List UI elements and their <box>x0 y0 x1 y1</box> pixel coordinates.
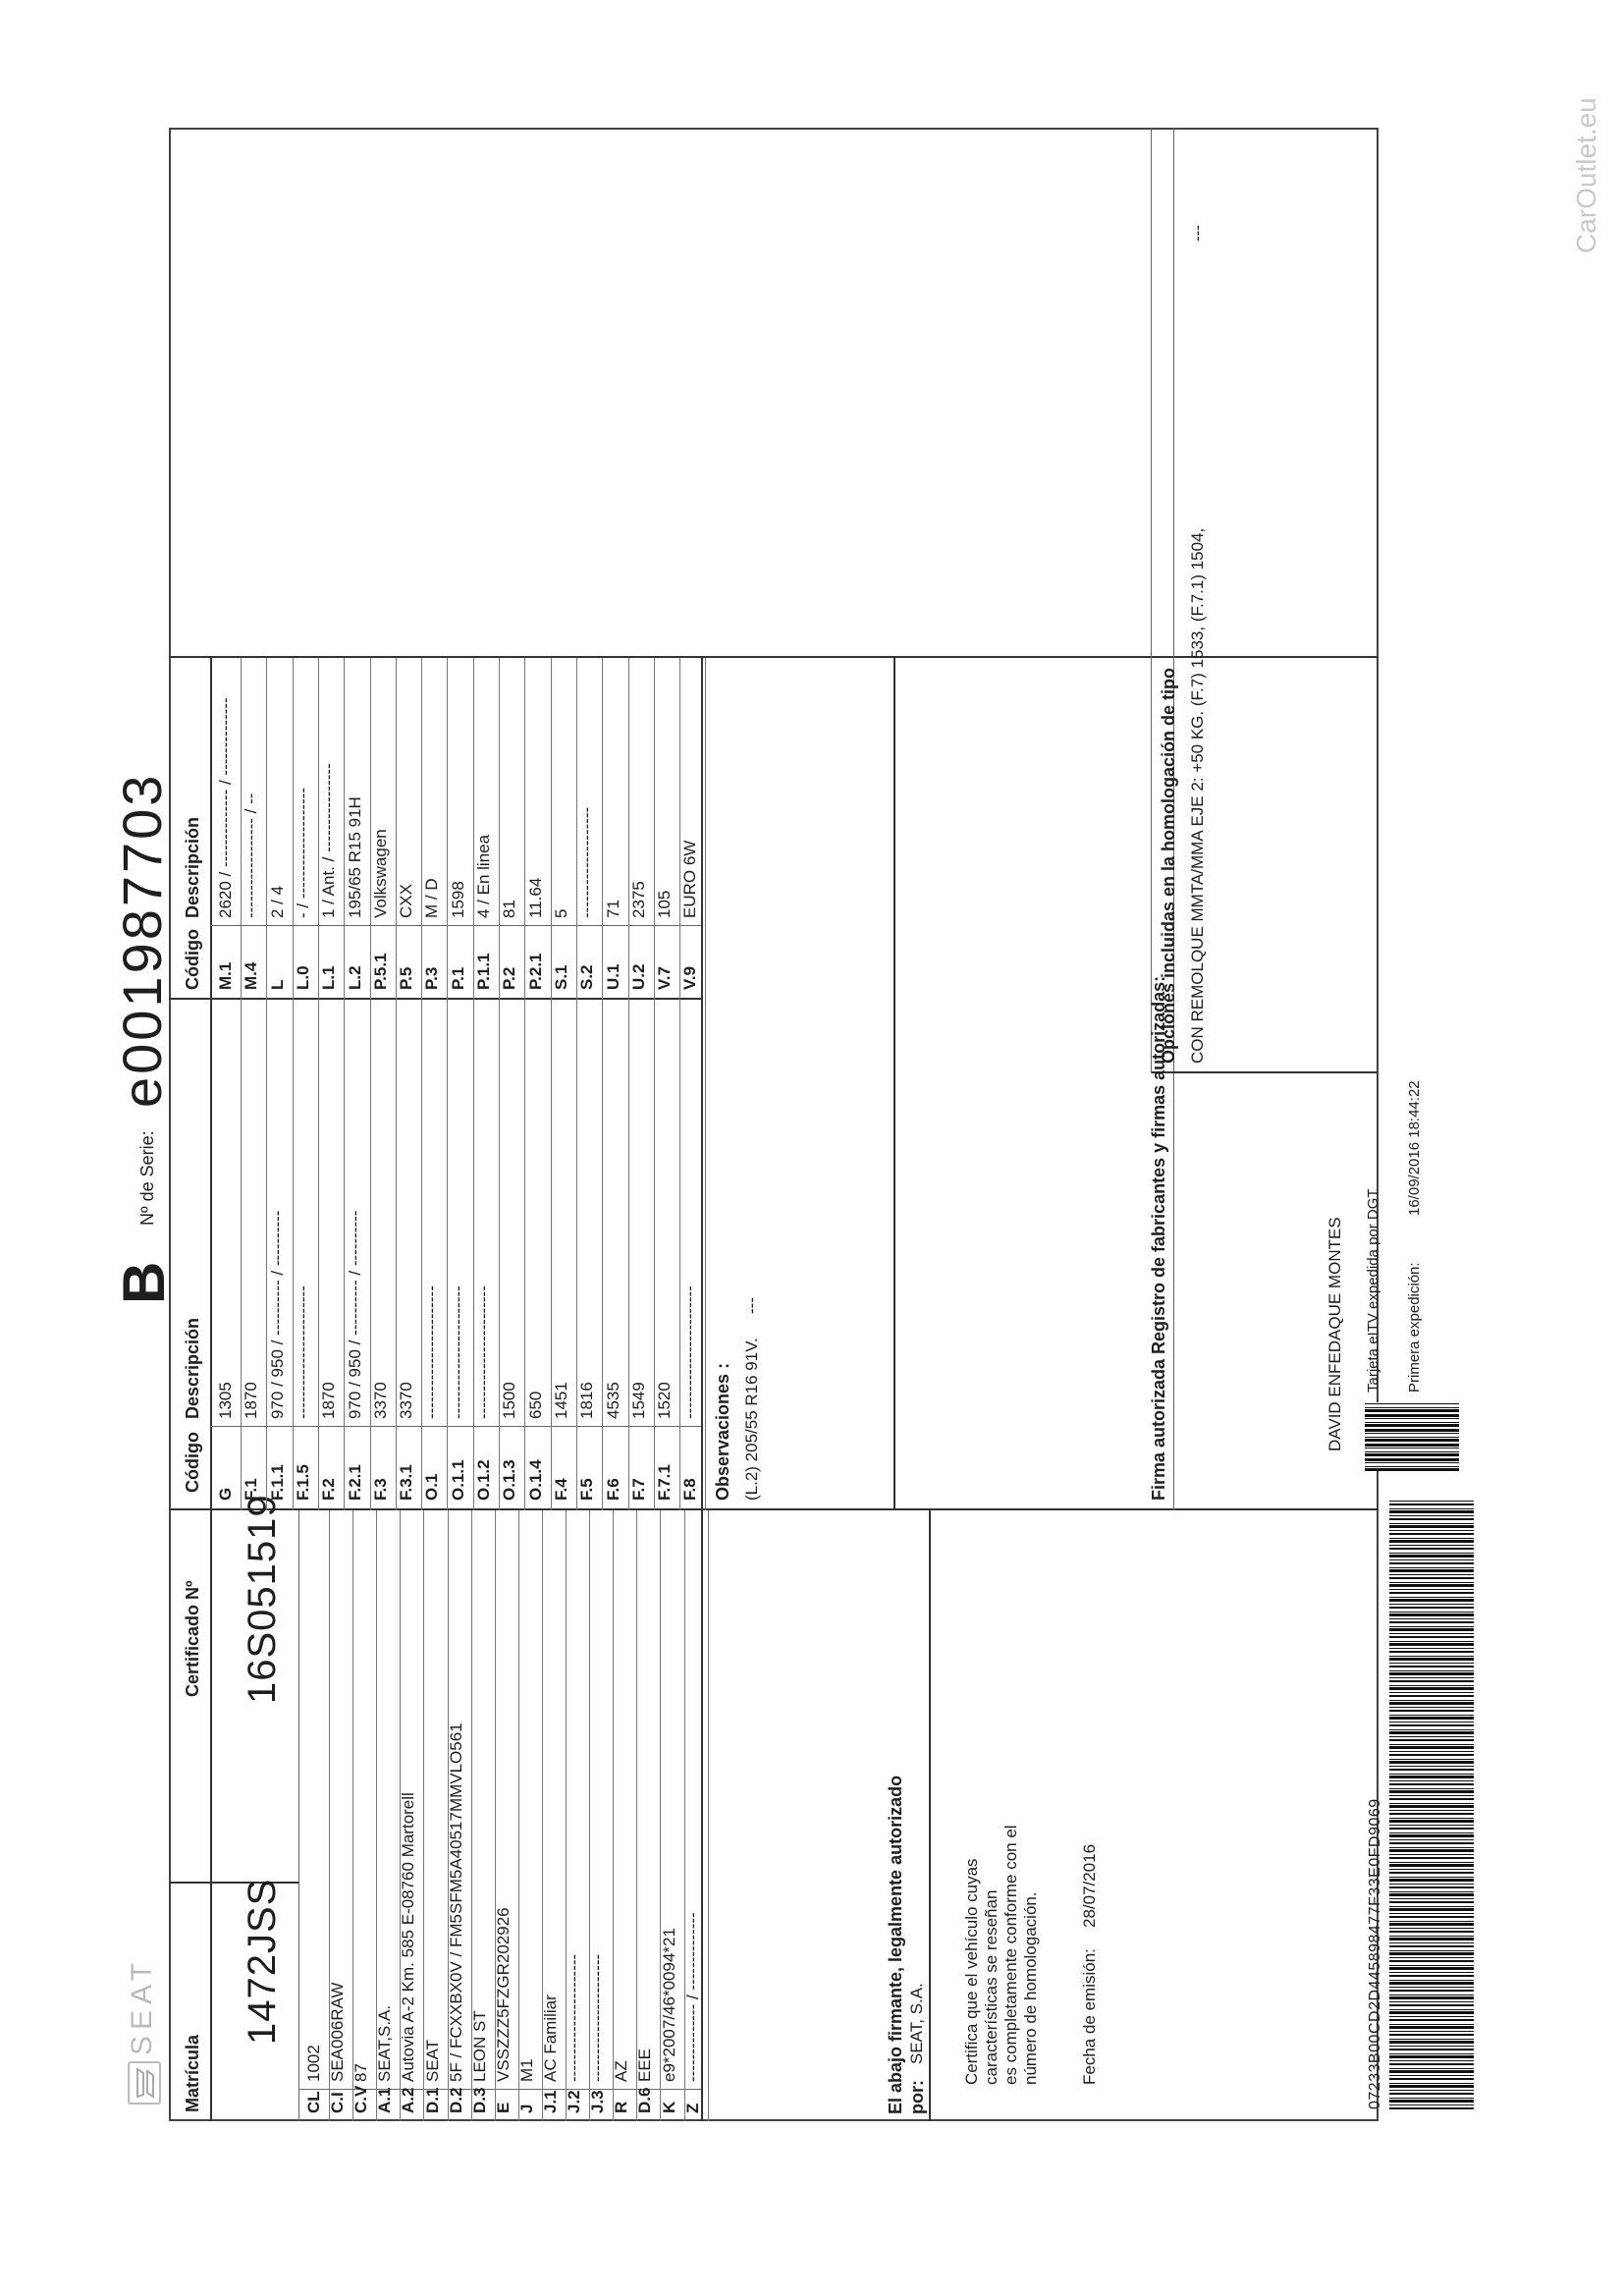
row-value: ------------------------ <box>680 1285 700 1419</box>
firma-title: Firma autorizada Registro de fabricantes y firmas autorizadas: <box>1149 975 1168 1501</box>
row-value: ------------------ / -- <box>242 793 261 918</box>
row-code: G <box>216 1487 235 1501</box>
row-code: S.1 <box>551 964 570 990</box>
row-value: CXX <box>397 884 416 918</box>
row-code: CL <box>304 2091 323 2113</box>
row-value: 1816 <box>577 1382 597 1419</box>
row-code: F.8 <box>680 1478 700 1501</box>
watermark: CarOutlet.eu <box>1571 97 1601 253</box>
certificado-label: Certificado Nº <box>183 1580 202 1697</box>
row-value: VSSZZZ5FZGR202926 <box>493 1907 513 2082</box>
serie-label: Nº de Serie: <box>137 1130 157 1226</box>
row-code: E <box>493 2102 513 2113</box>
brand-name: SEAT <box>126 1956 158 2055</box>
certify-line-2: características se reseñan <box>982 1889 1001 2085</box>
row-value: -------------------- <box>577 806 597 918</box>
row-code: J.1 <box>541 2090 560 2113</box>
firma-name: DAVID ENFEDAQUE MONTES <box>1325 1217 1344 1451</box>
certify-line-3: es completamente conforme con el <box>1001 1825 1020 2085</box>
row-value: 1002 <box>304 2045 323 2082</box>
barcode-main <box>1389 1501 1474 2109</box>
row-value: 5F / FCXXBX0V / FM5SFM5A40517MMVLO561 <box>446 1722 465 2082</box>
table-row <box>675 1000 706 1510</box>
row-value: - / -------------------- <box>293 787 312 918</box>
row-code: V.9 <box>680 966 700 990</box>
row-code: A.1 <box>375 2087 395 2113</box>
row-code: U.2 <box>628 963 648 990</box>
observaciones-bottom-line <box>893 658 895 1510</box>
row-code: Z <box>682 2103 702 2113</box>
signer-divider <box>701 1508 1379 1510</box>
barcode-secondary <box>1365 1402 1459 1471</box>
row-value: 1520 <box>655 1382 675 1419</box>
row-value: ----------------------- <box>565 1953 584 2082</box>
row-code: M.4 <box>242 961 261 990</box>
tarjeta-text: Tarjeta eITV expedida por DGT <box>1365 1188 1381 1393</box>
row-value: 1870 <box>319 1382 339 1419</box>
row-value: SEA006RAW <box>328 1982 348 2082</box>
row-value: 4 / En linea <box>474 834 493 918</box>
row-value: 1500 <box>500 1382 519 1419</box>
row-code: F.4 <box>551 1478 570 1501</box>
certificado-value: 16S051519 <box>241 1494 284 1704</box>
row-code: O.1.4 <box>525 1459 545 1501</box>
observaciones-trail: --- <box>742 1297 761 1314</box>
matricula-value: 1472JSS <box>241 1878 284 2045</box>
row-code: P.3 <box>422 966 442 990</box>
observaciones-text: (L.2) 205/55 R16 91V. <box>742 1338 761 1501</box>
row-code: F.5 <box>577 1478 597 1501</box>
row-code: D.6 <box>635 2087 655 2113</box>
form-letter: B <box>111 1261 177 1304</box>
signer-por-value: SEAT, S.A. <box>907 1983 926 2064</box>
row-value: M1 <box>516 2058 536 2082</box>
fecha-label: Fecha de emisión: <box>1080 1948 1099 2085</box>
signer-por-label: por: <box>907 2080 927 2114</box>
row-code: P.2 <box>500 966 519 990</box>
row-value: ------------------------ <box>474 1285 493 1419</box>
row-code: O.1.1 <box>448 1459 467 1501</box>
row-value: 11.64 <box>525 877 545 918</box>
row-code: O.1 <box>422 1473 442 1501</box>
row-value: 970 / 950 / ---------- / ---------- <box>345 1210 364 1419</box>
middle-desc-header: Descripción <box>183 1317 202 1419</box>
row-code: D.2 <box>446 2087 465 2113</box>
row-code: R <box>612 2101 631 2113</box>
seat-logo-icon <box>128 2061 161 2105</box>
row-value: 195/65 R15 91H <box>345 796 364 918</box>
opciones-text: CON REMOLQUE MMTA/MMA EJE 2: +50 KG. (F.7) 1533, (F.7.1) 1504, <box>1188 527 1207 1064</box>
row-code: F.1.5 <box>293 1464 312 1501</box>
row-code: F.1.1 <box>267 1464 287 1501</box>
row-value: EEE <box>635 2048 655 2082</box>
row-code: M.1 <box>216 961 235 990</box>
row-value: EURO 6W <box>680 840 700 918</box>
row-value: Autovia A-2 Km. 585 E-08760 Martorell <box>399 1792 418 2082</box>
row-code: C.I <box>328 2092 348 2113</box>
row-value: ------------------------ <box>293 1285 312 1419</box>
row-value: 4535 <box>603 1382 622 1419</box>
row-value: 81 <box>500 900 519 918</box>
row-code: O.1.3 <box>500 1459 519 1501</box>
row-value: 1598 <box>448 881 467 918</box>
opciones-title: Opciones incluidas en la homologación de tipo <box>1159 667 1178 1064</box>
row-code: O.1.2 <box>474 1459 493 1501</box>
observaciones-title: Observaciones : <box>713 1362 732 1501</box>
row-value: SEAT,S.A. <box>375 2004 395 2082</box>
row-code: U.1 <box>603 963 622 990</box>
opciones-trail: --- <box>1188 225 1207 242</box>
table-row <box>677 1510 709 2121</box>
row-code: J.3 <box>588 2090 608 2113</box>
row-code: D.3 <box>469 2087 489 2113</box>
row-value: 5 <box>551 908 570 918</box>
row-code: K <box>659 2101 678 2113</box>
row-value: 2 / 4 <box>267 885 287 918</box>
right-desc-header: Descripción <box>183 816 202 918</box>
certify-line-4: número de homologación. <box>1021 1891 1040 2085</box>
row-value: ----------------------- <box>588 1953 608 2082</box>
row-code: P.1 <box>448 966 467 990</box>
row-code: F.7 <box>628 1478 648 1501</box>
row-code: L.0 <box>293 965 312 990</box>
row-value: 650 <box>525 1391 545 1419</box>
row-value: SEAT <box>422 2039 442 2082</box>
row-value: 2375 <box>628 881 648 918</box>
row-value: e9*2007/46*0094*21 <box>659 1928 678 2082</box>
row-code: F.2 <box>319 1478 339 1501</box>
row-code: L.1 <box>319 965 339 990</box>
row-code: P.5.1 <box>370 953 390 990</box>
row-value: 105 <box>655 890 675 918</box>
row-code: S.2 <box>577 964 597 990</box>
primera-value: 16/09/2016 18:44:22 <box>1406 1080 1423 1216</box>
middle-code-header: Código <box>183 1432 202 1493</box>
row-code: D.1 <box>422 2087 442 2113</box>
row-code: C.V <box>352 2085 371 2113</box>
row-code: L <box>267 979 287 990</box>
serie-number: e001987703 <box>111 772 173 1108</box>
row-code: F.1 <box>242 1478 261 1501</box>
row-value: 1 / Ant. / ---------------- <box>319 763 339 918</box>
row-value: 71 <box>603 900 622 918</box>
opciones-top-line <box>1151 128 1152 1073</box>
row-value: Volkswagen <box>370 829 390 918</box>
row-value: M / D <box>422 878 442 918</box>
row-code: F.3 <box>370 1478 390 1501</box>
signer-title: El abajo firmante, legalmente autorizado <box>886 1775 905 2114</box>
row-code: F.6 <box>603 1478 622 1501</box>
primera-label: Primera expedición: <box>1406 1262 1423 1393</box>
row-value: LEON ST <box>469 2010 489 2082</box>
table-row <box>675 658 706 1000</box>
row-value: 87 <box>352 2063 371 2082</box>
row-value: 2620 / -------------- / -------------- <box>216 697 235 918</box>
fecha-value: 28/07/2016 <box>1080 1843 1099 1928</box>
row-value: AC Familiar <box>541 1995 560 2082</box>
row-code: P.5 <box>397 966 416 990</box>
row-code: P.1.1 <box>474 953 493 990</box>
certify-line-1: Certifica que el vehículo cuyas <box>962 1858 981 2085</box>
row-value: 970 / 950 / ---------- / ---------- <box>267 1210 287 1419</box>
row-value: 3370 <box>397 1382 416 1419</box>
row-code: J.2 <box>565 2090 584 2113</box>
row-code: F.2.1 <box>345 1464 364 1501</box>
row-value: 1305 <box>216 1382 235 1419</box>
row-code: A.2 <box>399 2087 418 2113</box>
row-code: F.3.1 <box>397 1464 416 1501</box>
opciones-divider <box>1151 1071 1379 1073</box>
signer-title-line <box>929 1510 931 2121</box>
matricula-label: Matrícula <box>183 2034 202 2112</box>
row-code: P.2.1 <box>525 953 545 990</box>
row-value: -------------- / -------------- <box>682 1912 702 2082</box>
barcode-text: 07233B00CD2D445898477F33E0FD9069 <box>1367 1798 1383 2109</box>
row-code: V.7 <box>655 966 675 990</box>
row-value: ------------------------ <box>448 1285 467 1419</box>
row-code: J <box>516 2104 536 2113</box>
row-value: 1870 <box>242 1382 261 1419</box>
row-code: L.2 <box>345 965 364 990</box>
row-value: AZ <box>612 2060 631 2082</box>
right-code-header: Código <box>183 929 202 990</box>
row-code: F.7.1 <box>655 1464 675 1501</box>
row-value: 1451 <box>551 1382 570 1419</box>
row-value: ------------------------ <box>422 1285 442 1419</box>
row-value: 1549 <box>628 1382 648 1419</box>
row-value: 3370 <box>370 1382 390 1419</box>
